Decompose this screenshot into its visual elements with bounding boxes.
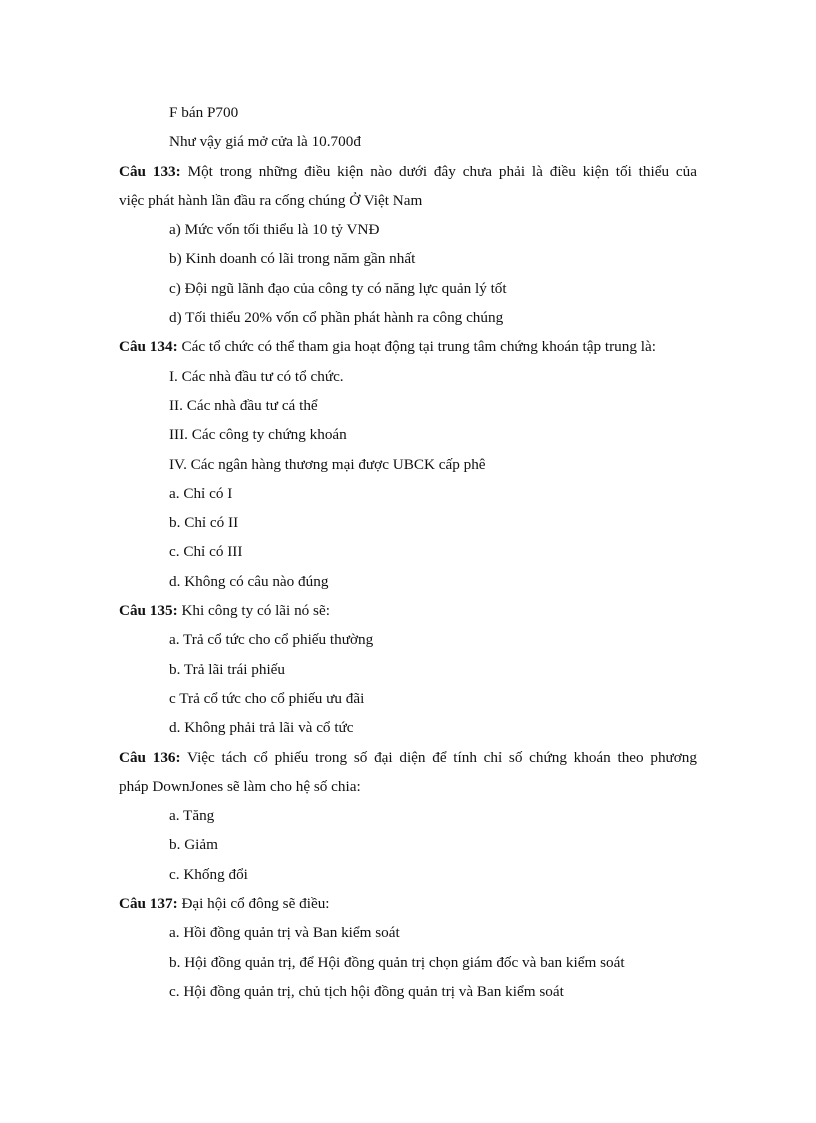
- intro-line-2: Như vậy giá mở cửa là 10.700đ: [169, 133, 361, 151]
- question-133: [119, 157, 697, 333]
- question-137-title: Câu 137:: [119, 895, 178, 913]
- intro-line-1: F bán P700: [169, 104, 239, 121]
- question-136-text-line-2: pháp DownJones sẽ làm cho hệ số chia:: [119, 777, 361, 795]
- question-136-option-b: b. Giảm: [169, 836, 218, 854]
- question-137-stem: [119, 889, 697, 918]
- question-134-item-1: I. Các nhà đầu tư có tổ chức.: [169, 367, 344, 385]
- question-133-option-b: b) Kinh doanh có lãi trong năm gần nhất: [169, 250, 416, 268]
- question-136: [119, 743, 697, 889]
- question-135-text: Khi công ty có lãi nó sẽ:: [177, 602, 330, 620]
- question-135-option-a: a. Trả cổ tức cho cổ phiếu thường: [169, 631, 374, 649]
- question-133-text-line-1: Một trong những điều kiện nào dưới đây chưa phải là điều kiện tối thiểu của: [180, 162, 697, 180]
- question-133-title: Câu 133:: [119, 162, 181, 180]
- question-134: [119, 332, 697, 596]
- question-137-option-c: c. Hội đồng quản trị, chủ tịch hội đồng quản trị và Ban kiểm soát: [169, 982, 564, 1000]
- question-133-option-d: d) Tối thiểu 20% vốn cổ phần phát hành ra công chúng: [169, 309, 504, 327]
- question-136-option-a: a. Tăng: [169, 807, 215, 825]
- question-133-option-c: c) Đội ngũ lãnh đạo của công ty có năng lực quản lý tốt: [169, 279, 507, 297]
- question-136-option-c: c. Khống đổi: [169, 865, 248, 883]
- question-136-title: Câu 136:: [119, 748, 181, 766]
- question-137-text: Đại hội cổ đông sẽ điều:: [177, 895, 330, 913]
- question-134-item-2: II. Các nhà đầu tư cá thể: [169, 396, 318, 414]
- question-135-option-d: d. Không phải trả lãi và cổ tức: [169, 719, 354, 737]
- question-135-option-c: c Trả cổ tức cho cổ phiếu ưu đãi: [169, 689, 365, 707]
- question-134-option-a: a. Chỉ có I: [169, 484, 233, 502]
- question-135: [119, 596, 697, 742]
- question-136-stem: [119, 743, 697, 772]
- question-137-option-a: a. Hồi đồng quản trị và Ban kiểm soát: [169, 924, 400, 942]
- question-134-option-d: d. Không có câu nào đúng: [169, 572, 329, 590]
- question-133-stem: [119, 157, 697, 186]
- question-137: [119, 889, 697, 1006]
- question-134-option-b: b. Chỉ có II: [169, 514, 239, 532]
- question-134-title: Câu 134:: [119, 338, 178, 356]
- question-135-title: Câu 135:: [119, 602, 178, 620]
- question-134-item-4: IV. Các ngân hàng thương mại được UBCK cấp phê: [169, 455, 486, 473]
- question-135-stem: [119, 596, 697, 625]
- question-134-text: Các tổ chức có thể tham gia hoạt động tại trung tâm chứng khoán tập trung là:: [177, 338, 656, 356]
- question-137-option-b: b. Hội đồng quản trị, để Hội đồng quản trị chọn giám đốc và ban kiểm soát: [169, 953, 625, 971]
- question-133-text-line-2: việc phát hành lần đầu ra cống chúng Ở Việt Nam: [119, 191, 423, 209]
- question-134-option-c: c. Chỉ có III: [169, 543, 243, 561]
- question-135-option-b: b. Trả lãi trái phiếu: [169, 660, 286, 678]
- question-134-item-3: III. Các công ty chứng khoán: [169, 426, 347, 444]
- document-body: [119, 98, 697, 1006]
- question-133-option-a: a) Mức vốn tối thiểu là 10 tỷ VNĐ: [169, 221, 380, 239]
- question-136-text-line-1: Việc tách cổ phiếu trong số đại diện để tính chỉ số chứng khoán theo phương: [180, 748, 697, 766]
- question-134-stem: [119, 332, 697, 361]
